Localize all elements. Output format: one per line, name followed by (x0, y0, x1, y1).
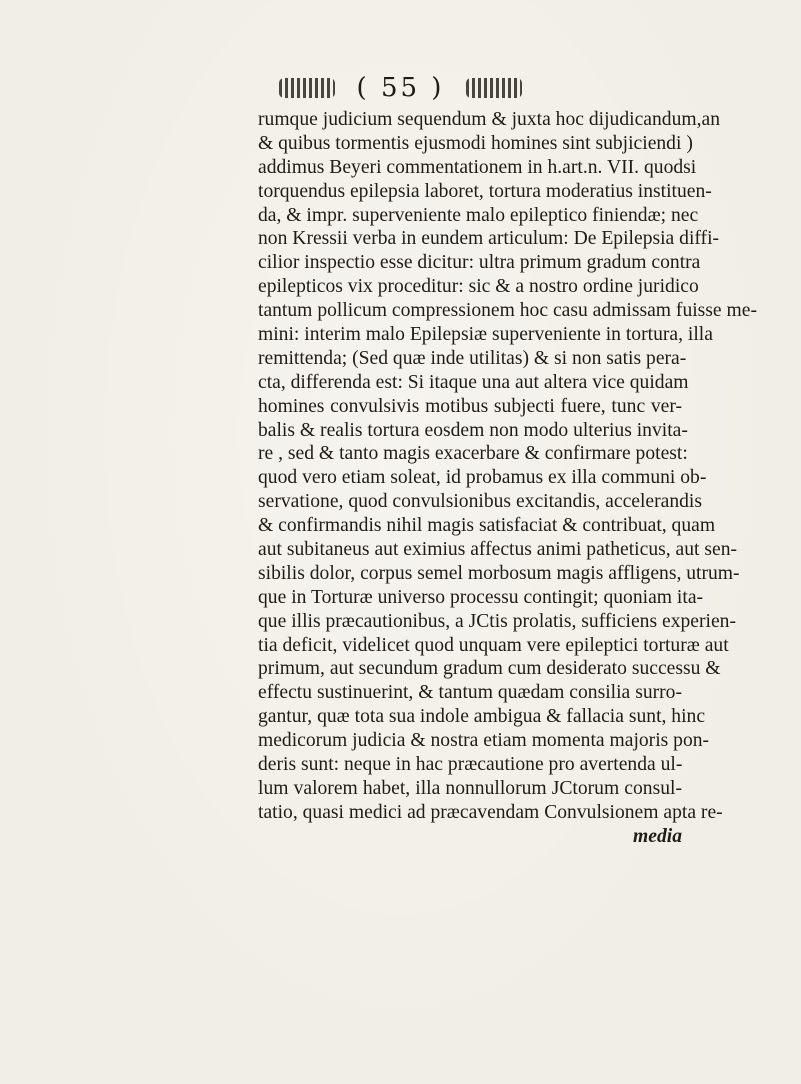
text-line: & quibus tormentis ejusmodi homines sint subjiciendi ) (258, 132, 693, 154)
text-line: tatio, quasi medici ad præcavendam Convulsionem apta re- (258, 801, 723, 823)
text-line: aut subitaneus aut eximius affectus animi patheticus, aut sen- (258, 539, 738, 561)
text-line: effectu sustinuerint, & tantum quædam consilia surro- (258, 682, 682, 704)
text-line: gantur, quæ tota sua indole ambigua & fallacia sunt, hinc (258, 706, 706, 728)
right-ornament-icon (466, 78, 522, 98)
text-line: mini: interim malo Epilepsiæ superveniente in tortura, illa (258, 324, 713, 346)
page-number: ( 55 ) (356, 73, 445, 103)
text-line: cta, differenda est: Si itaque una aut altera vice quidam (258, 371, 689, 393)
text-line: epilepticos vix proceditur: sic & a nostro ordine juridico (258, 276, 699, 298)
text-line: da, & impr. superveniente malo epileptico finiendæ; nec (258, 204, 699, 226)
text-line: re , sed & tanto magis exacerbare & confirmare potest: (258, 443, 688, 465)
body-text (258, 108, 757, 849)
page-header (0, 68, 801, 108)
text-line: que illis præcautionibus, a JCtis prolatis, sufficiens experien- (258, 610, 736, 632)
catchword: media (633, 825, 682, 847)
text-line: tantum pollicum compressionem hoc casu admissam fuisse me- (258, 300, 757, 322)
left-ornament-icon (279, 78, 335, 98)
text-line: & confirmandis nihil magis satisfaciat & contribuat, quam (258, 515, 716, 537)
text-line: balis & realis tortura eosdem non modo ulterius invita- (258, 419, 688, 441)
text-line: quod vero etiam soleat, id probamus ex illa communi ob- (258, 467, 707, 489)
text-line: non Kressii verba in eundem articulum: De Epilepsia diffi- (258, 228, 720, 250)
text-line: sibilis dolor, corpus semel morbosum magis affligens, utrum- (258, 562, 740, 584)
text-line: lum valorem habet, illa nonnullorum JCtorum consul- (258, 777, 682, 799)
text-line: torquendus epilepsia laboret, tortura moderatius instituen- (258, 180, 712, 202)
text-line: rumque judicium sequendum & juxta hoc dijudicandum,an (258, 109, 720, 130)
text-line: servatione, quod convulsionibus excitandis, accelerandis (258, 491, 702, 513)
text-line: medicorum judicia & nostra etiam momenta majoris pon- (258, 730, 710, 752)
text-line: deris sunt: neque in hac præcautione pro avertenda ul- (258, 754, 683, 776)
text-line: tia deficit, videlicet quod unquam vere epileptici torturæ aut (258, 634, 729, 656)
text-line: homines convulsivis motibus subjecti fuere, tunc ver- (258, 395, 682, 417)
text-line: addimus Beyeri commentationem in h.art.n. VII. quodsi (258, 156, 697, 178)
text-line: cilior inspectio esse dicitur: ultra primum gradum contra (258, 252, 701, 274)
text-line: primum, aut secundum gradum cum desiderato successu & (258, 658, 721, 680)
text-line: que in Torturæ universo processu contingit; quoniam ita- (258, 586, 704, 608)
text-line: remittenda; (Sed quæ inde utilitas) & si non satis pera- (258, 347, 687, 369)
